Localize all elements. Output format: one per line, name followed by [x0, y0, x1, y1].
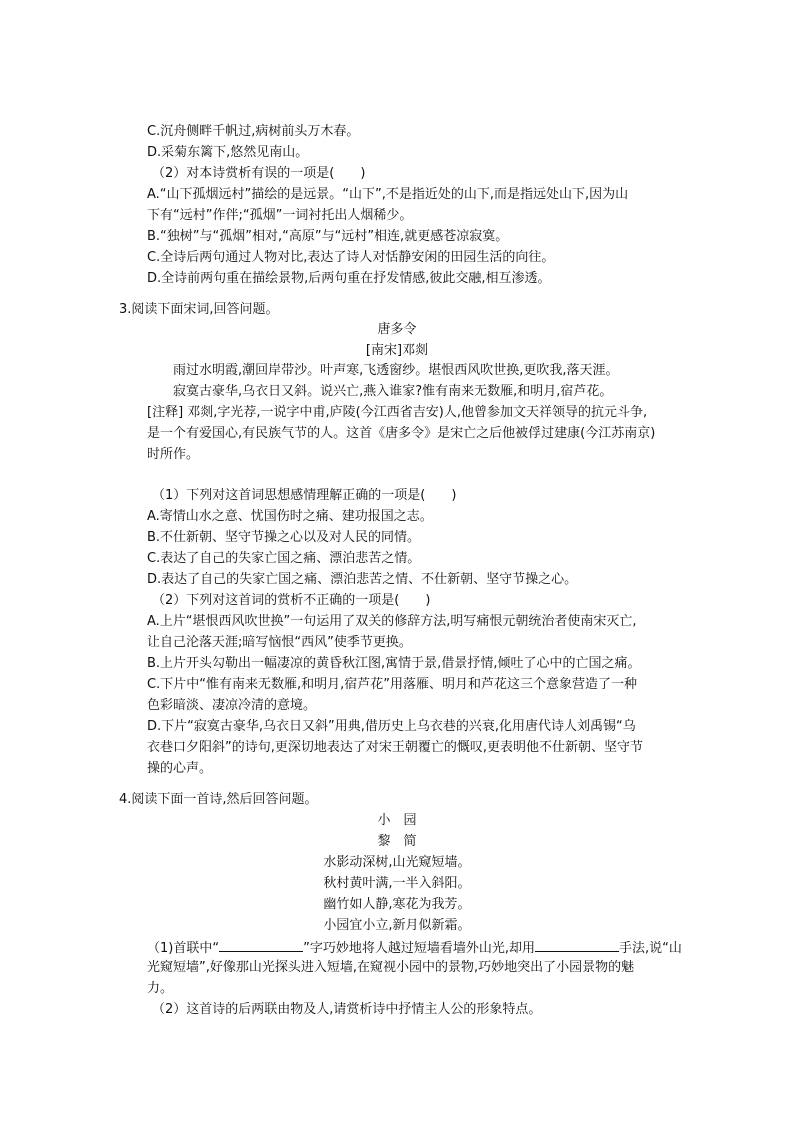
q3-sub1-option-b: B.不仕新朝、坚守节操之心以及对人民的同情。	[147, 530, 421, 545]
q4-intro: 4.阅读下面一首诗,然后回答问题。	[119, 792, 318, 807]
q4-sub1-line3: 力。	[147, 981, 174, 996]
q4-sub1-part1: （1)首联中“	[147, 941, 220, 956]
q3-sub2-option-a-line1: A.上片“堪恨西风吹世换”一句运用了双关的修辞方法,明写痛恨元朝统治者使南宋灭亡,	[147, 614, 637, 629]
q3-sub1-option-d: D.表达了自己的失家亡国之痛、漂泊悲苦之情、不仕新朝、坚守节操之心。	[147, 572, 578, 587]
q3-sub1-option-c: C.表达了自己的失家亡国之痛、漂泊悲苦之情。	[147, 551, 421, 566]
q3-note-line1: [注释] 邓剡,字光荐,一说字中甫,庐陵(今江西省吉安)人,他曾参加文天祥领导的抗元斗争,	[147, 405, 648, 420]
q2-option-c: C.沉舟侧畔千帆过,病树前头万木春。	[147, 124, 360, 139]
q3-sub2-option-a-line2: 让自己沦落天涯;暗写恼恨“西风”使季节更换。	[147, 635, 412, 650]
q4-sub1-part2: ”字巧妙地将人越过短墙看墙外山光,却用	[303, 941, 535, 956]
q2-sub2-option-a-line1: A.“山下孤烟远村”描绘的是远景。“山下”,不是指近处的山下,而是指远处山下,因为山	[147, 187, 629, 202]
q3-poem-author: [南宋]邓剡	[365, 343, 429, 358]
q3-sub1-question: （1）下列对这首词思想感情理解正确的一项是( )	[152, 488, 457, 503]
q3-sub2-option-b: B.上片开头勾勒出一幅凄凉的黄昏秋江图,寓情于景,借景抒情,倾吐了心中的亡国之痛。	[147, 656, 641, 671]
answer-blank-1[interactable]	[219, 937, 303, 952]
q4-verse-2: 秋村黄叶满,一半入斜阳。	[323, 876, 471, 891]
q3-verse-1: 雨过水明霞,潮回岸带沙。叶声寒,飞透窗纱。堪恨西风吹世换,更吹我,落天涯。	[173, 363, 619, 378]
q3-note-line3: 时所作。	[147, 447, 200, 462]
q4-poem-title: 小 园	[377, 813, 417, 828]
q2-sub2-option-d: D.全诗前两句重在描绘景物,后两句重在抒发情感,彼此交融,相互渗透。	[147, 271, 551, 286]
q4-verse-4: 小园宜小立,新月似新霜。	[323, 918, 471, 933]
q2-sub2-option-a-line2: 下有“远村”作伴;“孤烟”一词衬托出人烟稀少。	[147, 208, 413, 223]
q2-sub2-option-c: C.全诗后两句通过人物对比,表达了诗人对恬静安闲的田园生活的向往。	[147, 250, 555, 265]
q2-sub2-option-b: B.“独树”与“孤烟”相对,“高原”与“远村”相连,就更感苍凉寂寞。	[147, 229, 509, 244]
q3-intro: 3.阅读下面宋词,回答问题。	[119, 302, 279, 317]
q3-sub2-option-d-line3: 操的心声。	[147, 761, 213, 776]
q3-sub2-option-c-line2: 色彩暗淡、凄凉冷清的意境。	[147, 698, 317, 713]
q3-sub2-option-d-line1: D.下片“寂寞古豪华,乌衣日又斜”用典,借历史上乌衣巷的兴衰,化用唐代诗人刘禹锡“乌	[147, 719, 636, 734]
q3-sub1-option-a: A.寄情山水之意、忧国伤时之痛、建功报国之志。	[147, 509, 433, 524]
q4-sub1-line2: 光窥短墙”,好像那山光探头进入短墙,在窥视小园中的景物,巧妙地突出了小园景物的魅	[147, 960, 635, 975]
q3-sub2-question: （2）下列对这首词的赏析不正确的一项是( )	[152, 593, 431, 608]
q4-sub1-line1	[147, 937, 682, 959]
q3-verse-2: 寂寞古豪华,乌衣日又斜。说兴亡,燕入谁家?惟有南来无数雁,和明月,宿芦花。	[173, 384, 613, 399]
q3-poem-title: 唐多令	[377, 322, 417, 337]
q3-sub2-option-d-line2: 衣巷口夕阳斜”的诗句,更深切地表达了对宋王朝覆亡的慨叹,更表明他不仕新朝、坚守节	[147, 740, 644, 755]
q4-poem-author: 黎 简	[377, 834, 417, 849]
answer-blank-2[interactable]	[535, 937, 619, 952]
q4-sub1-part3: 手法,说“山	[618, 941, 682, 956]
q4-sub2-question: （2）这首诗的后两联由物及人,请赏析诗中抒情主人公的形象特点。	[152, 1002, 542, 1017]
q3-sub2-option-c-line1: C.下片中“惟有南来无数雁,和明月,宿芦花”用落雁、明月和芦花这三个意象营造了一种	[147, 677, 637, 692]
q2-option-d: D.采菊东篱下,悠然见南山。	[147, 145, 309, 160]
q2-sub2-question: （2）对本诗赏析有误的一项是( )	[152, 166, 366, 181]
q4-verse-3: 幽竹如人静,寒花为我芳。	[323, 897, 471, 912]
q4-verse-1: 水影动深树,山光窥短墙。	[323, 855, 471, 870]
q3-note-line2: 是一个有爱国心,有民族气节的人。这首《唐多令》是宋亡之后他被俘过建康(今江苏南京)	[147, 426, 656, 441]
